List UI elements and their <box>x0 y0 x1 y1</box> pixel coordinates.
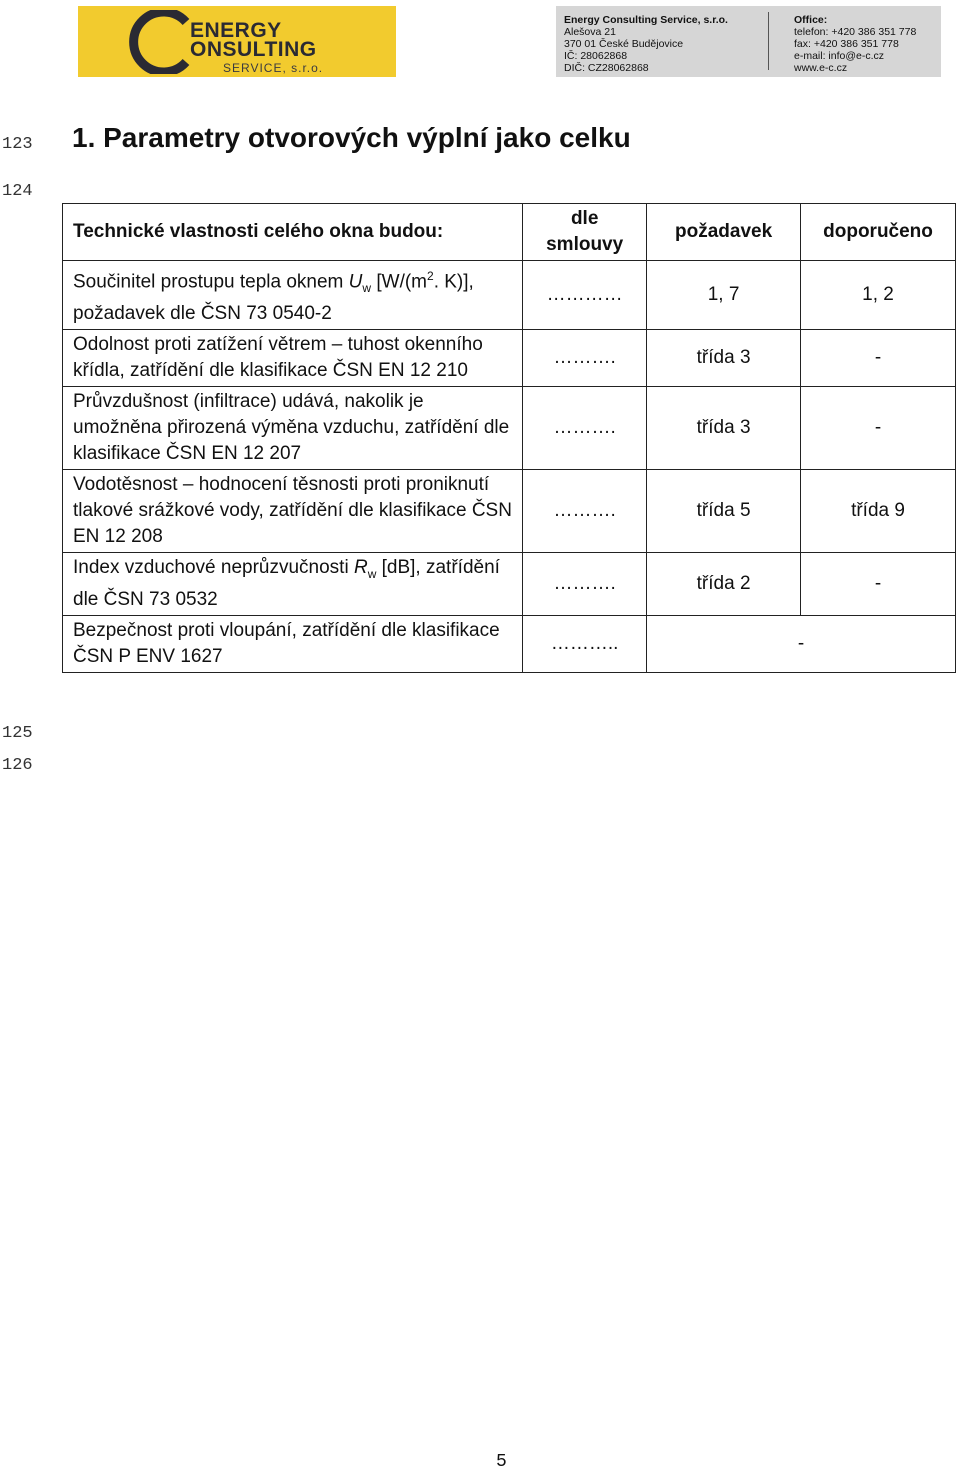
info-divider <box>768 12 769 70</box>
company-address <box>564 14 728 74</box>
window-parameters-table <box>62 203 956 673</box>
line-number: 126 <box>2 756 33 775</box>
table-row <box>63 330 956 387</box>
section-title: 1. Parametry otvorových výplní jako celku <box>72 122 631 153</box>
header-property: Technické vlastnosti celého okna budou: <box>63 204 523 261</box>
recommended-cell: třída 9 <box>801 470 956 553</box>
requirement-cell: třída 3 <box>647 330 801 387</box>
company-info-panel <box>556 6 941 77</box>
property-cell: Vodotěsnost – hodnocení těsnosti proti proniknutí tlakové srážkové vody, zatřídění dle klasifikace ČSN EN 12 208 <box>63 470 523 553</box>
table-header-row <box>63 204 956 261</box>
recommended-cell: - <box>801 553 956 616</box>
requirement-cell: třída 2 <box>647 553 801 616</box>
contract-cell: ………… <box>523 261 647 330</box>
line-number: 124 <box>2 182 33 201</box>
property-cell: Součinitel prostupu tepla oknem $U_w$ [$W/(m^2$. K)], požadavek dle ČSN 73 0540-2 <box>63 261 523 330</box>
contract-cell: ………. <box>523 470 647 553</box>
property-cell: Odolnost proti zatížení větrem – tuhost okenního křídla, zatřídění dle klasifikace ČSN EN 12 210 <box>63 330 523 387</box>
table-row <box>63 615 956 672</box>
office-contacts <box>794 14 916 74</box>
property-cell: Bezpečnost proti vloupání, zatřídění dle klasifikace ČSN P ENV 1627 <box>63 615 523 672</box>
contract-cell: ……….. <box>523 615 647 672</box>
logo-line-1: ENERGY <box>190 19 282 42</box>
company-line: 370 01 České Budějovice <box>564 38 684 50</box>
office-line: e-mail: info@e-c.cz <box>794 50 885 62</box>
table-row <box>63 387 956 470</box>
line-number: 125 <box>2 724 33 743</box>
header-requirement: požadavek <box>647 204 801 261</box>
page-number: 5 <box>496 1452 507 1472</box>
office-line: www.e-c.cz <box>794 62 848 74</box>
contract-cell: ………. <box>523 553 647 616</box>
office-line: telefon: +420 386 351 778 <box>794 26 917 38</box>
company-line: IČ: 28062868 <box>564 50 628 62</box>
requirement-cell: 1, 7 <box>647 261 801 330</box>
line-number: 123 <box>2 135 33 154</box>
company-name: Energy Consulting Service, s.r.o. <box>564 14 728 26</box>
recommended-cell: - <box>647 615 956 672</box>
office-line: fax: +420 386 351 778 <box>794 38 899 50</box>
logo-line-3: SERVICE, s.r.o. <box>223 61 324 75</box>
table-row <box>63 470 956 553</box>
header-recommended: doporučeno <box>801 204 956 261</box>
contract-cell: ………. <box>523 387 647 470</box>
recommended-cell: - <box>801 330 956 387</box>
recommended-cell: - <box>801 387 956 470</box>
recommended-cell: 1, 2 <box>801 261 956 330</box>
property-cell: Průvzdušnost (infiltrace) udává, nakolik je umožněna přirozená výměna vzduchu, zatřídění dle klasifikace ČSN EN 12 207 <box>63 387 523 470</box>
company-logo <box>78 6 396 77</box>
company-line: Alešova 21 <box>564 26 616 38</box>
office-title: Office: <box>794 14 828 26</box>
property-cell: Index vzduchové neprůzvučnosti $R_w$ [dB], zatřídění dle ČSN 73 0532 <box>63 553 523 616</box>
requirement-cell: třída 5 <box>647 470 801 553</box>
company-line: DIČ: CZ28062868 <box>564 62 649 74</box>
table-row <box>63 261 956 330</box>
table-row <box>63 553 956 616</box>
requirement-cell: třída 3 <box>647 387 801 470</box>
contract-cell: ………. <box>523 330 647 387</box>
logo-c-mark-icon <box>86 10 196 74</box>
logo-line-2: ONSULTING <box>190 38 317 61</box>
header-contract: dle smlouvy <box>523 204 647 261</box>
